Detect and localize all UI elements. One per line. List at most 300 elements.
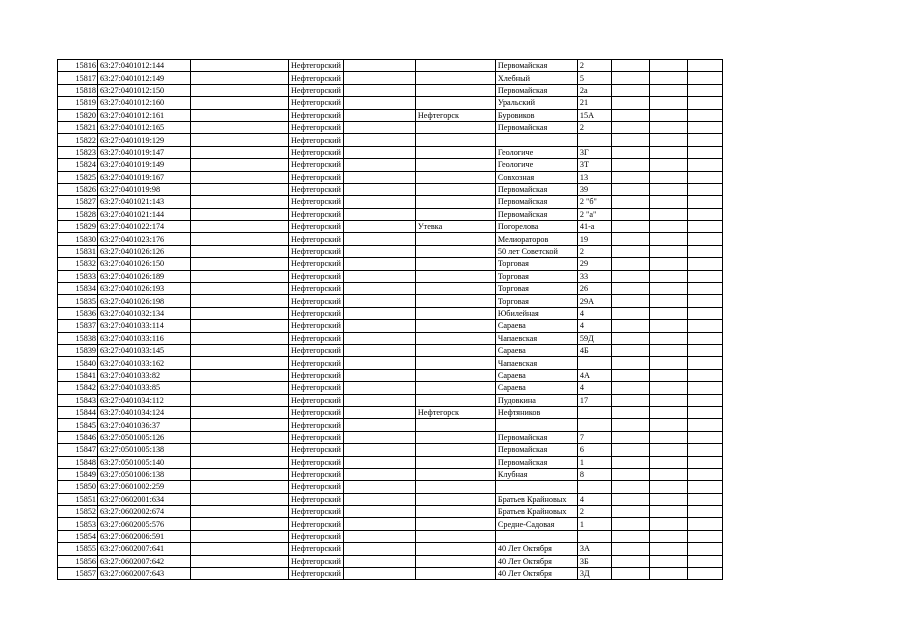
empty-cell	[649, 444, 687, 456]
district-cell: Нефтегорский	[289, 233, 344, 245]
empty-cell	[687, 196, 722, 208]
empty-cell	[611, 196, 649, 208]
street-cell: 50 лет Советской	[495, 245, 577, 257]
row-number-cell: 15850	[58, 481, 98, 493]
house-number-cell: 2	[577, 506, 611, 518]
empty-cell	[191, 332, 289, 344]
house-number-cell: 2 "а"	[577, 208, 611, 220]
cadastral-number-cell: 63:27:0401026:150	[98, 258, 191, 270]
empty-cell	[687, 382, 722, 394]
district-cell: Нефтегорский	[289, 357, 344, 369]
locality-cell	[415, 394, 495, 406]
cadastral-number-cell: 63:27:0602007:642	[98, 555, 191, 567]
house-number-cell: 7	[577, 431, 611, 443]
empty-cell	[687, 146, 722, 158]
table-row	[58, 394, 723, 406]
empty-cell	[649, 146, 687, 158]
table-row	[58, 431, 723, 443]
locality-cell	[415, 84, 495, 96]
empty-cell	[687, 72, 722, 84]
empty-cell	[611, 283, 649, 295]
empty-cell	[191, 171, 289, 183]
street-cell: Погорелова	[495, 221, 577, 233]
cadastral-number-cell: 63:27:0501005:126	[98, 431, 191, 443]
row-number-cell: 15821	[58, 121, 98, 133]
empty-cell	[687, 344, 722, 356]
empty-cell	[611, 159, 649, 171]
district-cell: Нефтегорский	[289, 245, 344, 257]
empty-cell	[191, 208, 289, 220]
empty-cell	[649, 72, 687, 84]
row-number-cell: 15837	[58, 320, 98, 332]
empty-cell	[343, 307, 415, 319]
empty-cell	[343, 406, 415, 418]
locality-cell	[415, 183, 495, 195]
empty-cell	[611, 320, 649, 332]
empty-cell	[343, 245, 415, 257]
cadastral-number-cell: 63:27:0401033:82	[98, 369, 191, 381]
cadastral-number-cell: 63:27:0401033:114	[98, 320, 191, 332]
house-number-cell: 4	[577, 307, 611, 319]
empty-cell	[687, 171, 722, 183]
empty-cell	[649, 233, 687, 245]
row-number-cell: 15840	[58, 357, 98, 369]
empty-cell	[649, 431, 687, 443]
empty-cell	[191, 357, 289, 369]
empty-cell	[343, 481, 415, 493]
empty-cell	[191, 295, 289, 307]
empty-cell	[687, 518, 722, 530]
empty-cell	[649, 134, 687, 146]
table-row	[58, 406, 723, 418]
table-row	[58, 357, 723, 369]
locality-cell	[415, 382, 495, 394]
empty-cell	[687, 97, 722, 109]
street-cell: Сараева	[495, 369, 577, 381]
empty-cell	[611, 134, 649, 146]
district-cell: Нефтегорский	[289, 121, 344, 133]
street-cell: Первомайская	[495, 431, 577, 443]
locality-cell	[415, 270, 495, 282]
empty-cell	[687, 357, 722, 369]
street-cell: Юбилейная	[495, 307, 577, 319]
cadastral-number-cell: 63:27:0401021:143	[98, 196, 191, 208]
empty-cell	[343, 84, 415, 96]
empty-cell	[191, 221, 289, 233]
street-cell: 40 Лет Октября	[495, 555, 577, 567]
empty-cell	[191, 568, 289, 580]
street-cell: Сараева	[495, 344, 577, 356]
empty-cell	[687, 419, 722, 431]
empty-cell	[343, 270, 415, 282]
empty-cell	[687, 60, 722, 72]
row-number-cell: 15827	[58, 196, 98, 208]
house-number-cell: 3Б	[577, 555, 611, 567]
house-number-cell: 2а	[577, 84, 611, 96]
empty-cell	[687, 109, 722, 121]
house-number-cell: 13	[577, 171, 611, 183]
empty-cell	[611, 468, 649, 480]
locality-cell	[415, 171, 495, 183]
street-cell: Пудовкина	[495, 394, 577, 406]
table-row	[58, 320, 723, 332]
table-row	[58, 493, 723, 505]
empty-cell	[191, 270, 289, 282]
district-cell: Нефтегорский	[289, 332, 344, 344]
empty-cell	[343, 109, 415, 121]
empty-cell	[191, 121, 289, 133]
street-cell: Торговая	[495, 258, 577, 270]
house-number-cell: 15А	[577, 109, 611, 121]
empty-cell	[687, 369, 722, 381]
empty-cell	[343, 382, 415, 394]
district-cell: Нефтегорский	[289, 221, 344, 233]
row-number-cell: 15826	[58, 183, 98, 195]
empty-cell	[611, 146, 649, 158]
row-number-cell: 15825	[58, 171, 98, 183]
empty-cell	[649, 382, 687, 394]
empty-cell	[649, 60, 687, 72]
empty-cell	[687, 258, 722, 270]
house-number-cell: 3Т	[577, 159, 611, 171]
empty-cell	[343, 332, 415, 344]
property-table	[57, 59, 723, 580]
empty-cell	[687, 320, 722, 332]
empty-cell	[687, 233, 722, 245]
empty-cell	[191, 530, 289, 542]
empty-cell	[343, 233, 415, 245]
district-cell: Нефтегорский	[289, 431, 344, 443]
cadastral-number-cell: 63:27:0401026:126	[98, 245, 191, 257]
cadastral-number-cell: 63:27:0602001:634	[98, 493, 191, 505]
empty-cell	[611, 444, 649, 456]
empty-cell	[611, 295, 649, 307]
empty-cell	[611, 258, 649, 270]
empty-cell	[191, 468, 289, 480]
empty-cell	[611, 72, 649, 84]
row-number-cell: 15841	[58, 369, 98, 381]
cadastral-number-cell: 63:27:0602006:591	[98, 530, 191, 542]
cadastral-number-cell: 63:27:0602007:643	[98, 568, 191, 580]
row-number-cell: 15846	[58, 431, 98, 443]
empty-cell	[687, 431, 722, 443]
locality-cell	[415, 72, 495, 84]
empty-cell	[191, 543, 289, 555]
house-number-cell: 6	[577, 444, 611, 456]
locality-cell	[415, 146, 495, 158]
empty-cell	[191, 109, 289, 121]
row-number-cell: 15857	[58, 568, 98, 580]
empty-cell	[611, 109, 649, 121]
house-number-cell: 33	[577, 270, 611, 282]
house-number-cell: 8	[577, 468, 611, 480]
empty-cell	[191, 283, 289, 295]
empty-cell	[649, 84, 687, 96]
house-number-cell: 21	[577, 97, 611, 109]
house-number-cell	[577, 134, 611, 146]
empty-cell	[649, 530, 687, 542]
empty-cell	[343, 431, 415, 443]
table-row	[58, 568, 723, 580]
empty-cell	[611, 543, 649, 555]
empty-cell	[191, 196, 289, 208]
row-number-cell: 15835	[58, 295, 98, 307]
district-cell: Нефтегорский	[289, 506, 344, 518]
district-cell: Нефтегорский	[289, 555, 344, 567]
empty-cell	[649, 332, 687, 344]
cadastral-number-cell: 63:27:0401034:112	[98, 394, 191, 406]
street-cell: 40 Лет Октября	[495, 543, 577, 555]
empty-cell	[611, 171, 649, 183]
table-row	[58, 245, 723, 257]
empty-cell	[611, 332, 649, 344]
empty-cell	[611, 245, 649, 257]
cadastral-number-cell: 63:27:0401033:116	[98, 332, 191, 344]
empty-cell	[611, 307, 649, 319]
empty-cell	[649, 320, 687, 332]
district-cell: Нефтегорский	[289, 84, 344, 96]
house-number-cell: 2	[577, 121, 611, 133]
empty-cell	[343, 530, 415, 542]
row-number-cell: 15852	[58, 506, 98, 518]
empty-cell	[191, 506, 289, 518]
cadastral-number-cell: 63:27:0401019:147	[98, 146, 191, 158]
empty-cell	[687, 493, 722, 505]
district-cell: Нефтегорский	[289, 543, 344, 555]
empty-cell	[687, 84, 722, 96]
district-cell: Нефтегорский	[289, 382, 344, 394]
house-number-cell: 39	[577, 183, 611, 195]
cadastral-number-cell: 63:27:0401019:98	[98, 183, 191, 195]
row-number-cell: 15845	[58, 419, 98, 431]
table-row	[58, 468, 723, 480]
empty-cell	[343, 283, 415, 295]
street-cell: Чапаевская	[495, 357, 577, 369]
empty-cell	[649, 109, 687, 121]
street-cell: Первомайская	[495, 60, 577, 72]
cadastral-number-cell: 63:27:0501005:138	[98, 444, 191, 456]
empty-cell	[687, 270, 722, 282]
empty-cell	[649, 221, 687, 233]
empty-cell	[687, 245, 722, 257]
table-row	[58, 97, 723, 109]
street-cell: Мелиораторов	[495, 233, 577, 245]
row-number-cell: 15832	[58, 258, 98, 270]
house-number-cell: 59Д	[577, 332, 611, 344]
empty-cell	[343, 146, 415, 158]
empty-cell	[687, 295, 722, 307]
empty-cell	[687, 456, 722, 468]
locality-cell	[415, 555, 495, 567]
cadastral-number-cell: 63:27:0401022:174	[98, 221, 191, 233]
empty-cell	[191, 369, 289, 381]
empty-cell	[343, 543, 415, 555]
row-number-cell: 15849	[58, 468, 98, 480]
empty-cell	[343, 555, 415, 567]
cadastral-number-cell: 63:27:0401012:161	[98, 109, 191, 121]
empty-cell	[343, 456, 415, 468]
empty-cell	[687, 208, 722, 220]
empty-cell	[687, 134, 722, 146]
row-number-cell: 15842	[58, 382, 98, 394]
house-number-cell: 3Д	[577, 568, 611, 580]
empty-cell	[649, 555, 687, 567]
cadastral-number-cell: 63:27:0401036:37	[98, 419, 191, 431]
empty-cell	[343, 506, 415, 518]
empty-cell	[611, 97, 649, 109]
locality-cell	[415, 493, 495, 505]
cadastral-number-cell: 63:27:0401012:160	[98, 97, 191, 109]
empty-cell	[611, 84, 649, 96]
street-cell: Сараева	[495, 382, 577, 394]
empty-cell	[649, 543, 687, 555]
house-number-cell: 3А	[577, 543, 611, 555]
table-body	[58, 60, 723, 580]
empty-cell	[649, 419, 687, 431]
locality-cell: Нефтегорск	[415, 109, 495, 121]
street-cell: Нефтяников	[495, 406, 577, 418]
empty-cell	[649, 518, 687, 530]
street-cell: Совхозная	[495, 171, 577, 183]
empty-cell	[191, 431, 289, 443]
district-cell: Нефтегорский	[289, 419, 344, 431]
locality-cell	[415, 344, 495, 356]
locality-cell	[415, 97, 495, 109]
district-cell: Нефтегорский	[289, 307, 344, 319]
row-number-cell: 15824	[58, 159, 98, 171]
district-cell: Нефтегорский	[289, 406, 344, 418]
table-row	[58, 159, 723, 171]
empty-cell	[649, 283, 687, 295]
empty-cell	[191, 84, 289, 96]
cadastral-number-cell: 63:27:0401026:198	[98, 295, 191, 307]
street-cell: Торговая	[495, 295, 577, 307]
empty-cell	[611, 382, 649, 394]
district-cell: Нефтегорский	[289, 568, 344, 580]
row-number-cell: 15848	[58, 456, 98, 468]
empty-cell	[611, 493, 649, 505]
empty-cell	[343, 72, 415, 84]
cadastral-number-cell: 63:27:0602002:674	[98, 506, 191, 518]
street-cell: Чапаевская	[495, 332, 577, 344]
district-cell: Нефтегорский	[289, 134, 344, 146]
house-number-cell: 4	[577, 493, 611, 505]
district-cell: Нефтегорский	[289, 444, 344, 456]
row-number-cell: 15828	[58, 208, 98, 220]
house-number-cell: 26	[577, 283, 611, 295]
district-cell: Нефтегорский	[289, 295, 344, 307]
empty-cell	[343, 394, 415, 406]
street-cell: Первомайская	[495, 84, 577, 96]
table-row	[58, 270, 723, 282]
district-cell: Нефтегорский	[289, 208, 344, 220]
street-cell: Первомайская	[495, 208, 577, 220]
house-number-cell: 2	[577, 245, 611, 257]
empty-cell	[611, 506, 649, 518]
empty-cell	[611, 208, 649, 220]
cadastral-number-cell: 63:27:0401019:149	[98, 159, 191, 171]
table-row	[58, 134, 723, 146]
house-number-cell	[577, 406, 611, 418]
empty-cell	[687, 406, 722, 418]
table-row	[58, 344, 723, 356]
locality-cell	[415, 431, 495, 443]
empty-cell	[687, 394, 722, 406]
empty-cell	[611, 344, 649, 356]
empty-cell	[649, 208, 687, 220]
district-cell: Нефтегорский	[289, 196, 344, 208]
empty-cell	[649, 97, 687, 109]
empty-cell	[191, 456, 289, 468]
empty-cell	[649, 295, 687, 307]
house-number-cell: 29А	[577, 295, 611, 307]
table-row	[58, 555, 723, 567]
street-cell	[495, 419, 577, 431]
empty-cell	[611, 568, 649, 580]
street-cell: Клубная	[495, 468, 577, 480]
empty-cell	[191, 233, 289, 245]
empty-cell	[611, 369, 649, 381]
cadastral-number-cell: 63:27:0501005:140	[98, 456, 191, 468]
row-number-cell: 15818	[58, 84, 98, 96]
empty-cell	[649, 493, 687, 505]
row-number-cell: 15851	[58, 493, 98, 505]
street-cell: Первомайская	[495, 121, 577, 133]
table-row	[58, 530, 723, 542]
house-number-cell: 2	[577, 60, 611, 72]
row-number-cell: 15831	[58, 245, 98, 257]
district-cell: Нефтегорский	[289, 394, 344, 406]
empty-cell	[649, 468, 687, 480]
empty-cell	[649, 369, 687, 381]
empty-cell	[611, 394, 649, 406]
empty-cell	[649, 270, 687, 282]
row-number-cell: 15819	[58, 97, 98, 109]
row-number-cell: 15834	[58, 283, 98, 295]
table-row	[58, 146, 723, 158]
district-cell: Нефтегорский	[289, 258, 344, 270]
empty-cell	[687, 543, 722, 555]
table-row	[58, 481, 723, 493]
empty-cell	[611, 60, 649, 72]
empty-cell	[343, 444, 415, 456]
cadastral-number-cell: 63:27:0401019:129	[98, 134, 191, 146]
empty-cell	[687, 530, 722, 542]
empty-cell	[343, 221, 415, 233]
empty-cell	[649, 196, 687, 208]
locality-cell	[415, 518, 495, 530]
table-row	[58, 60, 723, 72]
locality-cell	[415, 283, 495, 295]
locality-cell	[415, 568, 495, 580]
table-row	[58, 233, 723, 245]
empty-cell	[191, 320, 289, 332]
cadastral-number-cell: 63:27:0401026:193	[98, 283, 191, 295]
locality-cell	[415, 332, 495, 344]
empty-cell	[687, 121, 722, 133]
empty-cell	[191, 146, 289, 158]
district-cell: Нефтегорский	[289, 171, 344, 183]
house-number-cell	[577, 481, 611, 493]
empty-cell	[191, 406, 289, 418]
cadastral-number-cell: 63:27:0401012:144	[98, 60, 191, 72]
cadastral-number-cell: 63:27:0401033:162	[98, 357, 191, 369]
row-number-cell: 15820	[58, 109, 98, 121]
table-row	[58, 332, 723, 344]
row-number-cell: 15817	[58, 72, 98, 84]
locality-cell: Нефтегорск	[415, 406, 495, 418]
locality-cell	[415, 468, 495, 480]
